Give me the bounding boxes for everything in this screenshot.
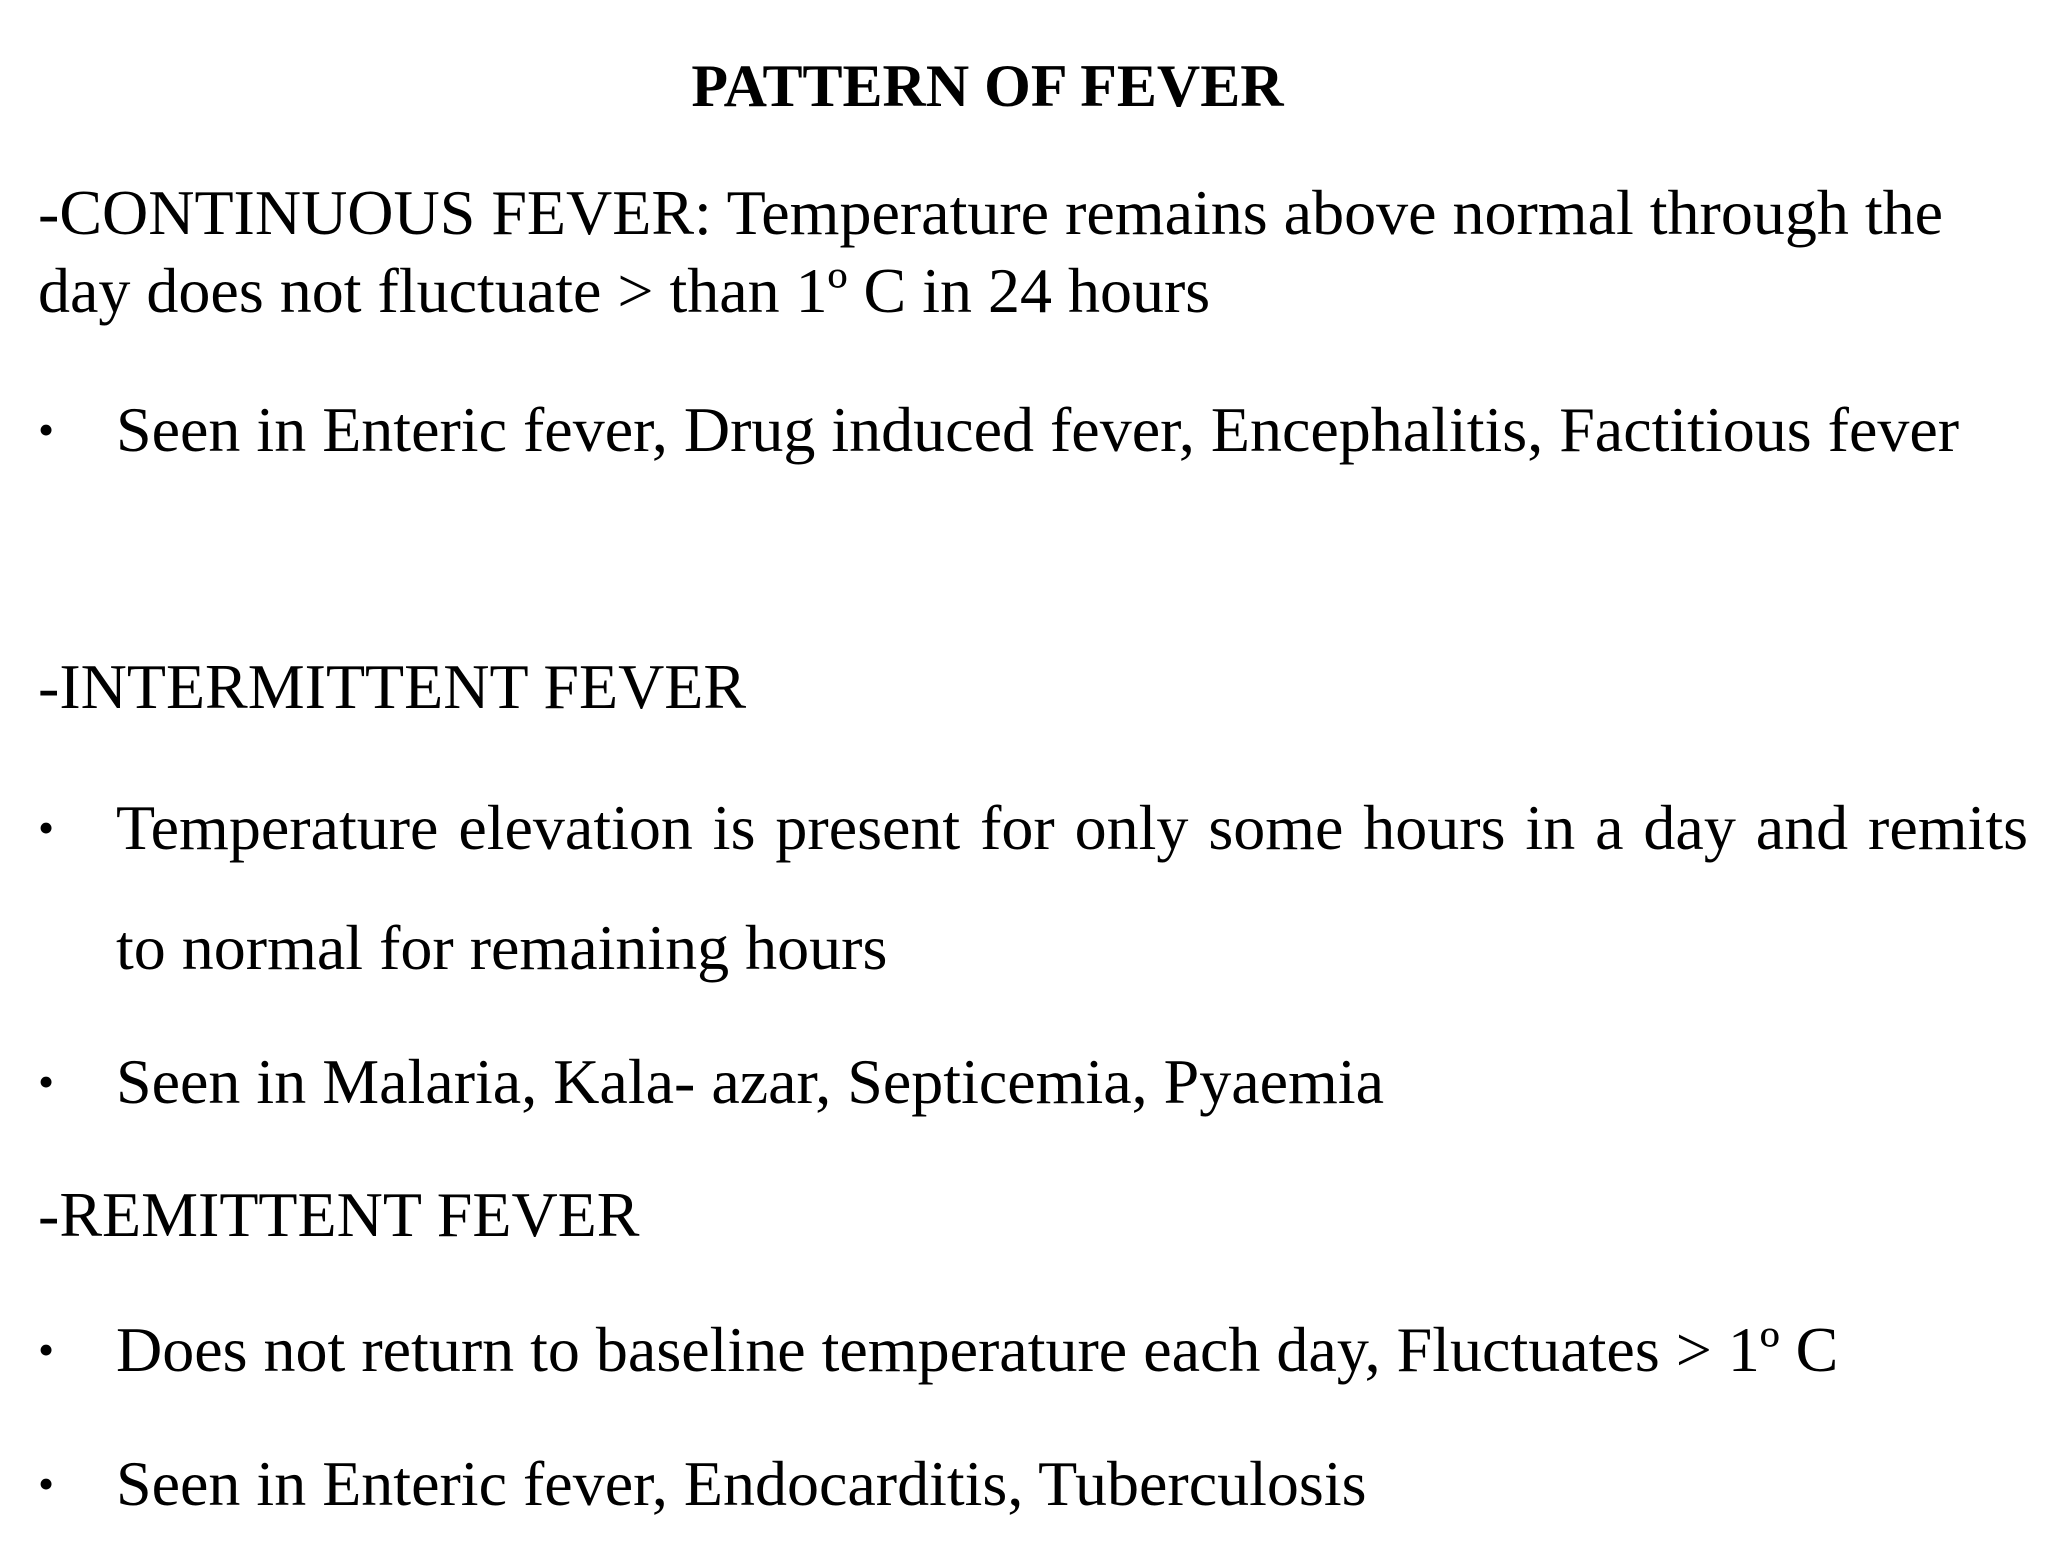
bullet-icon: •	[38, 802, 55, 853]
bullet-icon: •	[38, 1324, 55, 1375]
bullet-text: Seen in Malaria, Kala- azar, Septicemia, Pyaemia	[116, 1046, 1384, 1117]
bullet-text: Does not return to baseline temperature each day, Fluctuates > 1º C	[116, 1314, 1839, 1385]
slide-title: PATTERN OF FEVER	[691, 53, 1284, 119]
intermittent-fever-heading: -INTERMITTENT FEVER	[38, 651, 747, 722]
bullet-text: Temperature elevation is present for only some hours in a day and remits to normal for remaining hours	[116, 792, 2028, 983]
remittent-fever-heading: -REMITTENT FEVER	[38, 1179, 640, 1250]
continuous-fever-definition: -CONTINUOUS FEVER: Temperature remains above normal through the day does not fluctuate > than 1º C in 24 hours	[38, 177, 1944, 326]
bullet-icon: •	[38, 404, 55, 455]
bullet-icon: •	[38, 1056, 55, 1107]
bullet-text: Seen in Enteric fever, Endocarditis, Tuberculosis	[116, 1448, 1367, 1519]
bullet-text: Seen in Enteric fever, Drug induced fever, Encephalitis, Factitious fever	[116, 394, 1960, 465]
bullet-icon: •	[38, 1458, 55, 1509]
